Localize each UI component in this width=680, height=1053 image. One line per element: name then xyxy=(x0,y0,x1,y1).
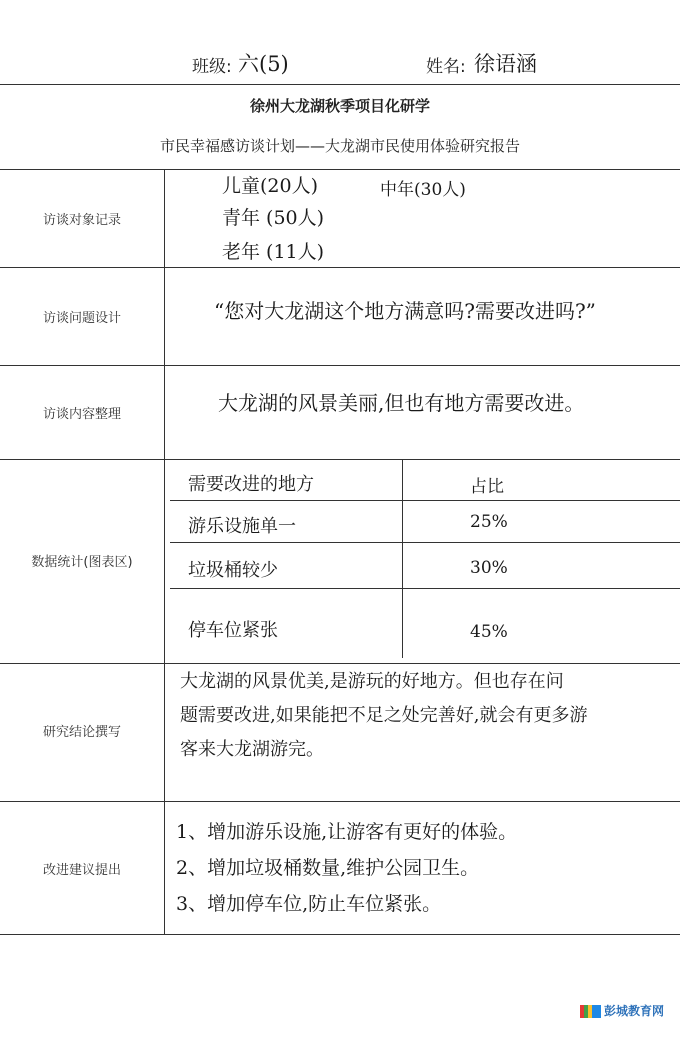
subjects-elderly: 老年 (11人) xyxy=(222,241,325,263)
row-divider xyxy=(0,801,680,802)
stats-item-parking: 停车位紧张 xyxy=(188,620,278,641)
suggestion-item: 3、增加停车位,防止车位紧张。 xyxy=(176,893,442,915)
name-label: 姓名: xyxy=(426,57,466,77)
suggestion-item: 1、增加游乐设施,让游客有更好的体验。 xyxy=(176,821,518,843)
stats-value-bins: 30% xyxy=(470,558,508,578)
subjects-youth: 青年 (50人) xyxy=(222,207,325,229)
row-divider xyxy=(0,365,680,366)
report-subtitle: 市民幸福感访谈计划——大龙湖市民使用体验研究报告 xyxy=(159,137,520,155)
name-value: 徐语涵 xyxy=(474,52,537,76)
subjects-children: 儿童(20人) xyxy=(222,175,319,197)
conclusion-line-2: 题需要改进,如果能把不足之处完善好,就会有更多游 xyxy=(180,705,588,726)
column-divider xyxy=(164,169,165,934)
stats-row-divider xyxy=(170,542,680,543)
subjects-middle-aged: 中年(30人) xyxy=(380,180,466,200)
stats-column-divider xyxy=(402,460,403,658)
stats-table xyxy=(170,460,680,658)
stats-header-ratio: 占比 xyxy=(470,477,504,497)
stats-value-parking: 45% xyxy=(470,622,508,642)
class-value: 六(5) xyxy=(238,52,289,76)
report-table xyxy=(0,84,680,935)
watermark-text: 彭城教育网 xyxy=(604,1004,665,1018)
suggestions-label: 改进建议提出 xyxy=(42,863,121,878)
row-divider xyxy=(0,267,680,268)
stats-item-bins: 垃圾桶较少 xyxy=(188,560,278,581)
content-label: 访谈内容整理 xyxy=(42,407,121,422)
question-label: 访谈问题设计 xyxy=(42,311,121,326)
stats-item-rides: 游乐设施单一 xyxy=(188,516,296,537)
subjects-label: 访谈对象记录 xyxy=(42,213,121,228)
conclusion-line-3: 客来大龙湖游完。 xyxy=(180,739,324,760)
stats-row-divider xyxy=(170,500,680,501)
suggestion-item: 2、增加垃圾桶数量,维护公园卫生。 xyxy=(176,857,480,879)
stats-label: 数据统计(图表区) xyxy=(31,555,133,570)
stats-row-divider xyxy=(170,588,680,589)
stats-header-item: 需要改进的地方 xyxy=(188,474,314,495)
book-logo-icon xyxy=(580,1003,600,1019)
site-watermark xyxy=(580,1002,664,1019)
row-divider xyxy=(0,663,680,664)
row-divider xyxy=(0,169,680,170)
report-title: 徐州大龙湖秋季项目化研学 xyxy=(249,97,430,115)
conclusion-label: 研究结论撰写 xyxy=(42,725,121,740)
stats-value-rides: 25% xyxy=(470,512,508,532)
content-text: 大龙湖的风景美丽,但也有地方需要改进。 xyxy=(218,391,585,415)
form-header xyxy=(0,40,680,80)
question-text: “您对大龙湖这个地方满意吗?需要改进吗?” xyxy=(214,299,596,323)
conclusion-line-1: 大龙湖的风景优美,是游玩的好地方。但也存在问 xyxy=(180,671,564,692)
class-label: 班级: xyxy=(192,57,232,77)
